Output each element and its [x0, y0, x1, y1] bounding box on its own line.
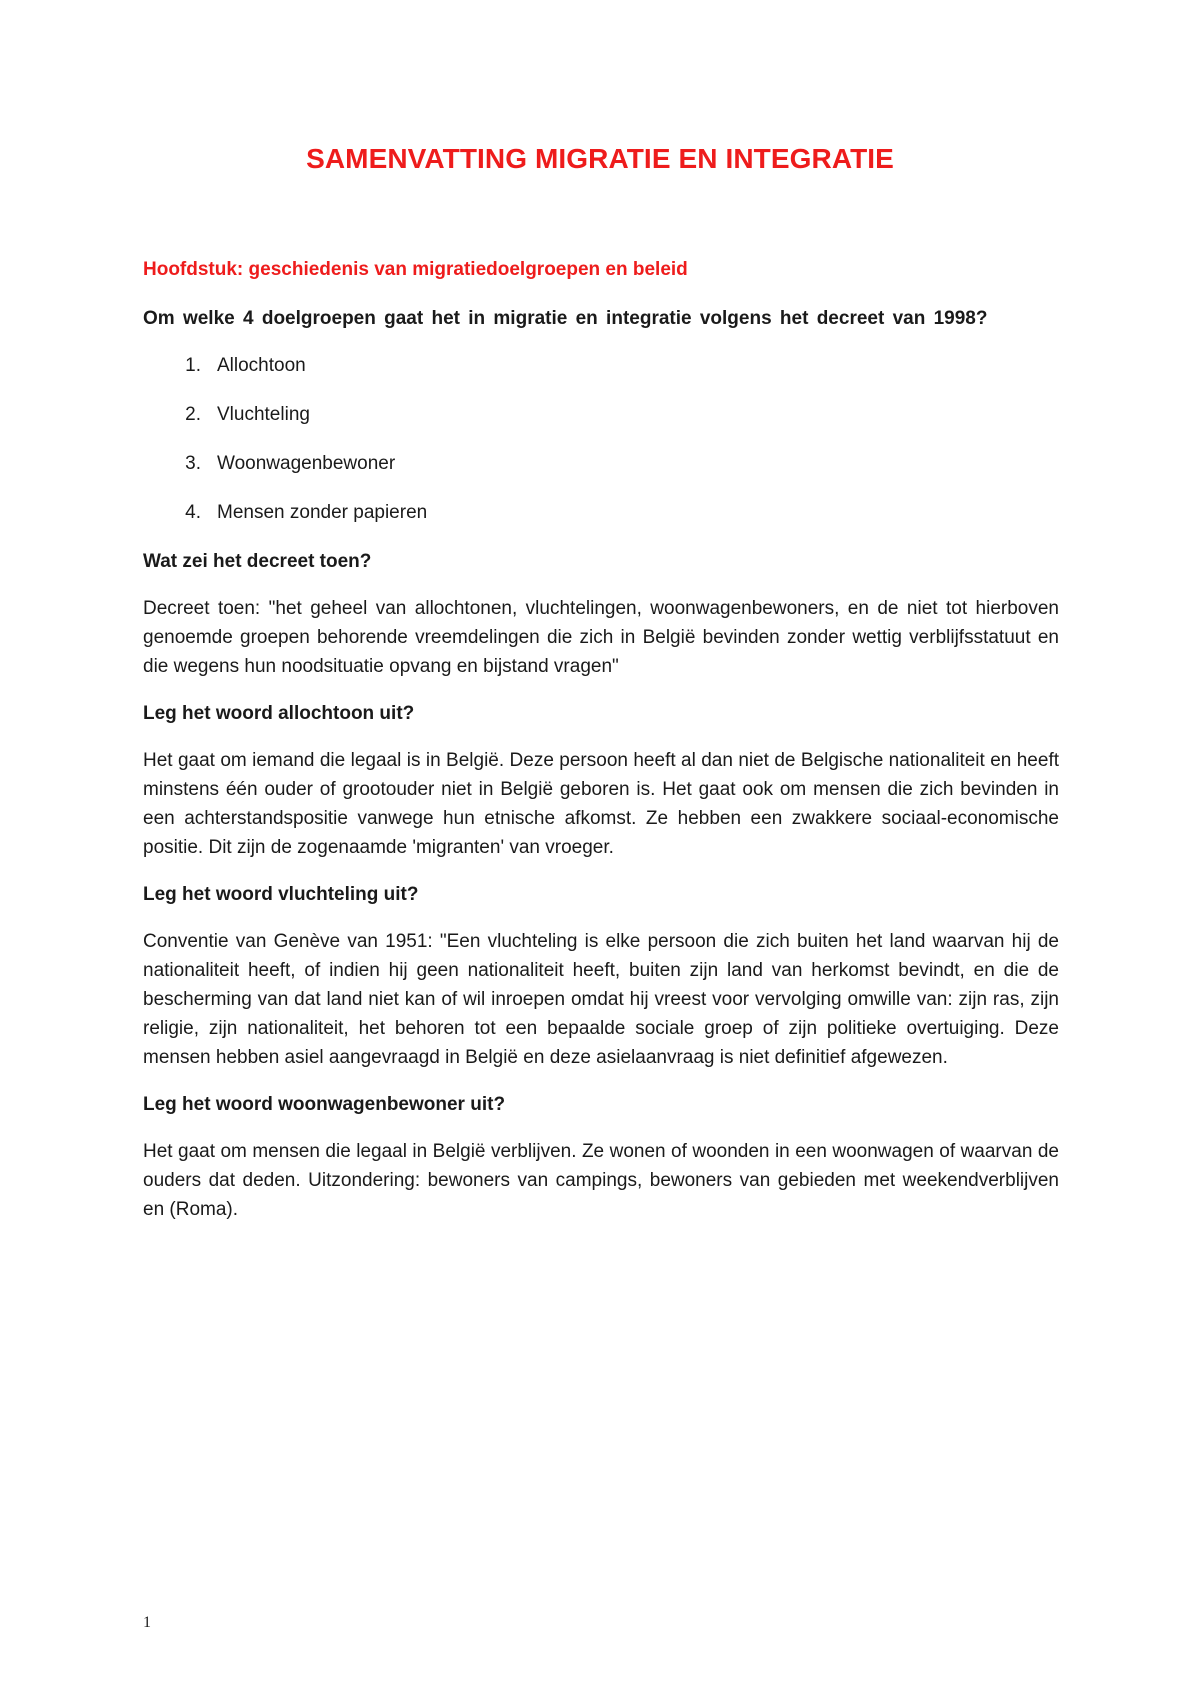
list-label: Woonwagenbewoner: [217, 453, 396, 474]
document-title: SAMENVATTING MIGRATIE EN INTEGRATIE: [306, 143, 894, 174]
question-target-groups: Om welke 4 doelgroepen gaat het in migratie en integratie volgens het decreet van 1998?: [143, 308, 988, 329]
answer-decree: Decreet toen: "het geheel van allochtonen, vluchtelingen, woonwagenbewoners, en de niet tot hierboven genoemde groepen behorende vreemdelingen die zich in België bevinden zonder wettig verblijfsstatuut en die wegens hun noodsituatie opvang en bijstand vragen": [143, 598, 1059, 677]
question-decree: Wat zei het decreet toen?: [143, 551, 372, 572]
question-woonwagenbewoner: Leg het woord woonwagenbewoner uit?: [143, 1094, 506, 1115]
target-groups-list: [143, 351, 1059, 527]
answer-allochtoon: Het gaat om iemand die legaal is in België. Deze persoon heeft al dan niet de Belgische nationaliteit en heeft minstens één ouder of grootouder niet in België geboren is. Het gaat ook om mensen die zich bevinden in een achterstandspositie vanwege hun etnische afkomst. Ze hebben een zwakkere sociaal-economische positie. Dit zijn de zogenaamde 'migranten' van vroeger.: [143, 750, 1059, 858]
list-label: Mensen zonder papieren: [217, 502, 428, 523]
list-label: Allochtoon: [217, 355, 306, 376]
list-item: [143, 498, 1059, 527]
page-number: 1: [143, 1614, 151, 1631]
list-item: [143, 351, 1059, 380]
answer-woonwagenbewoner: Het gaat om mensen die legaal in België verblijven. Ze wonen of woonden in een woonwagen of waarvan de ouders dat deden. Uitzondering: bewoners van campings, bewoners van gebieden met weekendverblijven en (Roma).: [143, 1141, 1059, 1220]
list-number: 1.: [185, 355, 201, 376]
list-number: 3.: [185, 453, 201, 474]
list-item: [143, 449, 1059, 478]
answer-vluchteling: Conventie van Genève van 1951: "Een vluchteling is elke persoon die zich buiten het land waarvan hij de nationaliteit heeft, of indien hij geen nationaliteit heeft, buiten zijn land van herkomst bevindt, en die de bescherming van dat land niet kan of wil inroepen omdat hij vreest voor vervolging omwille van: zijn ras, zijn religie, zijn nationaliteit, het behoren tot een bepaalde sociale groep of zijn politieke overtuiging. Deze mensen hebben asiel aangevraagd in België en deze asielaanvraag is niet definitief afgewezen.: [143, 931, 1059, 1068]
question-vluchteling: Leg het woord vluchteling uit?: [143, 884, 419, 905]
list-number: 4.: [185, 502, 201, 523]
document-body: [143, 256, 1059, 1242]
list-item: [143, 400, 1059, 429]
list-number: 2.: [185, 404, 201, 425]
list-label: Vluchteling: [217, 404, 310, 425]
question-allochtoon: Leg het woord allochtoon uit?: [143, 703, 415, 724]
chapter-heading: Hoofdstuk: geschiedenis van migratiedoelgroepen en beleid: [143, 259, 688, 280]
